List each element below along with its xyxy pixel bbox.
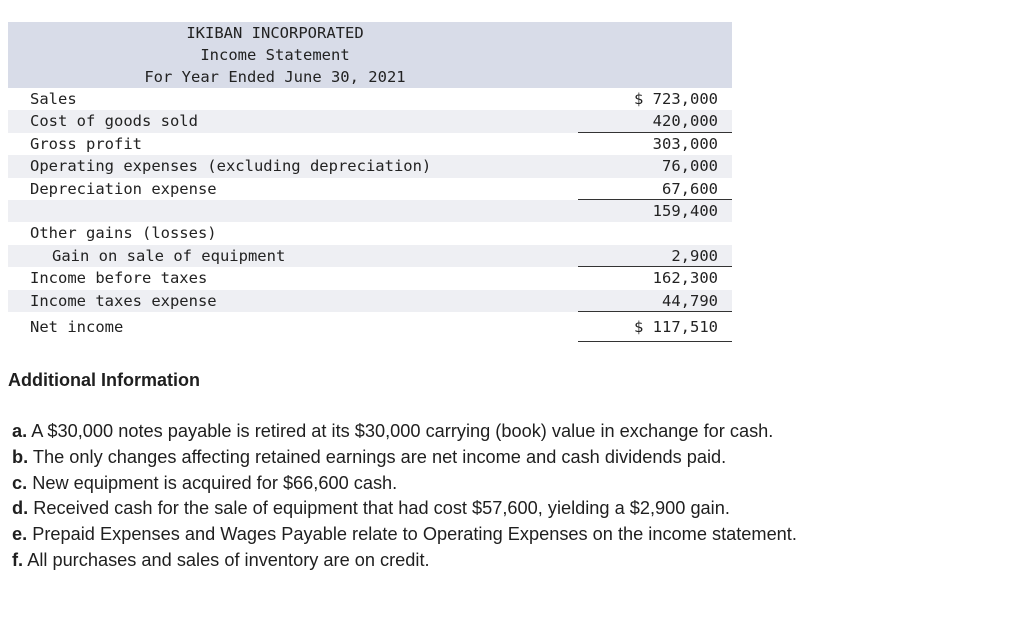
row-gross-profit [8,133,732,155]
item-text: Received cash for the sale of equipment that had cost $57,600, yielding a $2,900 gain. [33,498,730,519]
statement-period: For Year Ended June 30, 2021 [144,68,406,86]
row-sales [8,88,732,110]
row-amount: 76,000 [662,157,718,176]
row-amount: 67,600 [662,179,718,198]
row-label: Other gains (losses) [30,224,217,243]
row-label: Sales [30,90,77,108]
row-amount: 44,790 [662,291,718,310]
company-name: IKIBAN INCORPORATED [186,24,364,42]
item-text: A $30,000 notes payable is retired at its $30,000 carrying (book) value in exchange for cash. [31,421,774,441]
row-operating-expenses [8,155,732,177]
row-amount: 303,000 [652,134,718,153]
row-amount: 159,400 [652,201,718,220]
row-amount: $ 723,000 [634,90,718,108]
row-total-expenses [8,200,732,222]
list-item [8,496,797,522]
row-amount: 2,900 [671,246,718,265]
list-item [8,445,797,471]
additional-information-title: Additional Information [8,370,200,390]
row-amount: 162,300 [652,269,718,288]
income-statement [8,22,732,342]
additional-information [8,370,797,574]
item-letter: e. [12,524,28,545]
row-label: Operating expenses (excluding depreciation) [30,157,432,176]
row-label: Income taxes expense [30,291,217,310]
row-income-before-taxes [8,267,732,289]
row-gain-on-sale [8,245,732,267]
row-label: Net income [30,317,124,336]
list-item [8,522,797,548]
row-other-gains-heading [8,222,732,244]
list-item [8,471,797,497]
list-item [8,548,797,574]
item-text: New equipment is acquired for $66,600 cash. [32,472,398,493]
row-income-taxes [8,290,732,312]
list-item [8,419,797,445]
row-label: Depreciation expense [30,179,217,198]
row-label: Cost of goods sold [30,112,198,131]
item-text: Prepaid Expenses and Wages Payable relate to Operating Expenses on the income statement. [32,524,797,545]
statement-header [8,22,732,88]
row-label: Income before taxes [30,269,208,288]
double-underline-rule [578,341,732,342]
row-net-income [8,312,732,342]
row-label: Gain on sale of equipment [52,246,286,265]
item-text: The only changes affecting retained earnings are net income and cash dividends paid. [32,446,727,467]
item-letter: f. [12,549,24,570]
item-text: All purchases and sales of inventory are on credit. [27,549,430,570]
row-depreciation [8,178,732,200]
item-letter: d. [12,498,29,519]
item-letter: c. [12,472,28,493]
item-letter: a. [12,421,28,441]
row-cogs [8,110,732,132]
row-amount: $ 117,510 [634,317,718,336]
row-label: Gross profit [30,134,142,153]
statement-title: Income Statement [200,46,350,64]
additional-information-list [8,419,797,574]
item-letter: b. [12,446,29,467]
row-amount: 420,000 [652,112,718,131]
